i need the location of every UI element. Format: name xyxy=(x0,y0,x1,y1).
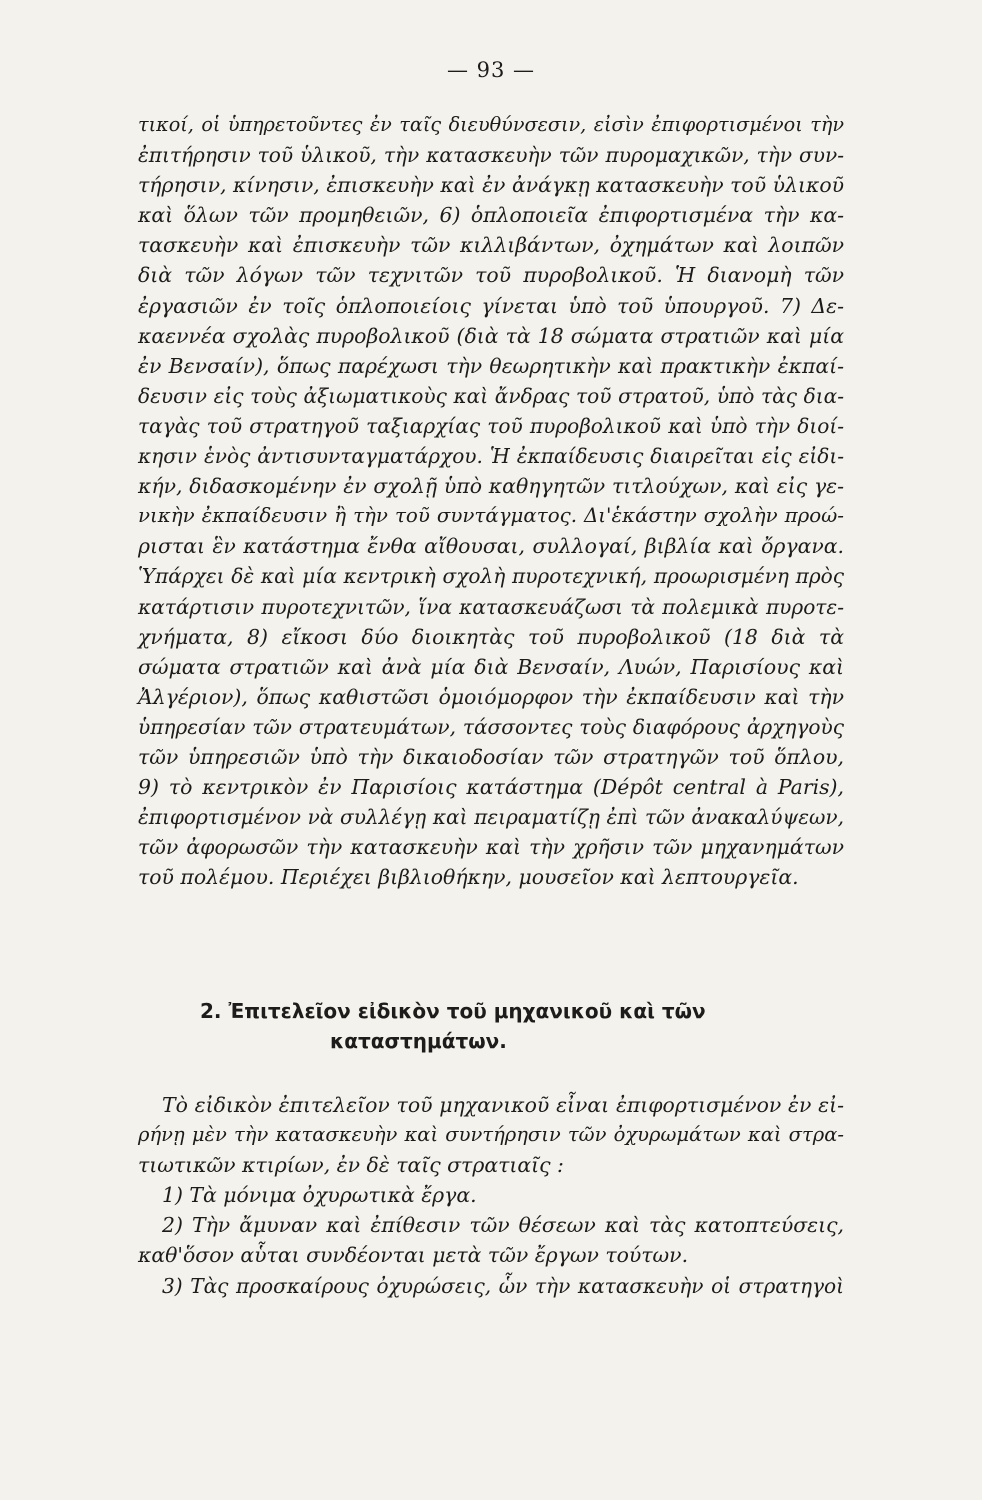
list-item: 1) Τὰ μόνιμα ὀχυρωτικὰ ἔργα. xyxy=(162,1183,477,1208)
text-line: χνήματα, 8) εἴκοσι δύο διοικητὰς τοῦ πυροβολικοῦ (18 διὰ τὰ xyxy=(138,624,844,649)
text-line: καὶ ὅλων τῶν προμηθειῶν, 6) ὁπλοποιεῖα ἐπιφορτισμένα τὴν κα- xyxy=(138,203,844,228)
text-line: ταγὰς τοῦ στρατηγοῦ ταξιαρχίας τοῦ πυροβολικοῦ καὶ ὑπὸ τὴν διοί- xyxy=(138,413,844,438)
text-line: νικὴν ἐκπαίδευσιν ἢ τὴν τοῦ συντάγματος. Δι'ἑκάστην σχολὴν προώ- xyxy=(138,504,844,528)
text-line: ἐν Βενσαίν), ὅπως παρέχωσι τὴν θεωρητικὴν καὶ πρακτικὴν ἐκπαί- xyxy=(138,353,844,378)
text-line: σώματα στρατιῶν καὶ ἀνὰ μία διὰ Βενσαίν, Λυών, Παρισίους καὶ xyxy=(138,654,844,679)
text-line: τιωτικῶν κτιρίων, ἐν δὲ ταῖς στρατιαῖς : xyxy=(138,1153,564,1178)
text-line: 9) τὸ κεντρικὸν ἐν Παρισίοις κατάστημα (Dépôt central à Paris), xyxy=(138,775,844,800)
heading-line-1: 2. Ἐπιτελεῖον εἰδικὸν τοῦ μηχανικοῦ καὶ τῶν xyxy=(200,999,706,1023)
text-line: ἐπιτήρησιν τοῦ ὑλικοῦ, τὴν κατασκευὴν τῶν πυρομαχικῶν, τὴν συν- xyxy=(138,143,844,168)
text-line: δευσιν εἰς τοὺς ἀξιωματικοὺς καὶ ἄνδρας τοῦ στρατοῦ, ὑπὸ τὰς δια- xyxy=(138,383,844,408)
text-line: καεννέα σχολὰς πυροβολικοῦ (διὰ τὰ 18 σώματα στρατιῶν καὶ μία xyxy=(138,323,844,348)
paragraph-2 xyxy=(138,1090,844,1301)
heading-line-2: καταστημάτων. xyxy=(330,1029,507,1053)
text-line: τῶν ὑπηρεσιῶν ὑπὸ τὴν δικαιοδοσίαν τῶν στρατηγῶν τοῦ ὅπλου, xyxy=(138,744,844,769)
text-line: ρισται ἓν κατάστημα ἔνθα αἴθουσαι, συλλογαί, βιβλία καὶ ὄργανα. xyxy=(138,534,844,559)
paragraph-1 xyxy=(138,110,844,892)
text-line: ρήνῃ μὲν τὴν κατασκευὴν καὶ συντήρησιν τῶν ὀχυρωμάτων καὶ στρα- xyxy=(138,1123,844,1147)
text-line: Τὸ εἰδικὸν ἐπιτελεῖον τοῦ μηχανικοῦ εἶναι ἐπιφορτισμένον ἐν εἰ- xyxy=(162,1093,844,1117)
list-item: 2) Τὴν ἄμυναν καὶ ἐπίθεσιν τῶν θέσεων καὶ τὰς κατοπτεύσεις, xyxy=(162,1213,844,1238)
text-line: Ἀλγέριον), ὅπως καθιστῶσι ὁμοιόμορφον τὴν ἐκπαίδευσιν καὶ τὴν xyxy=(138,684,844,709)
text-line: τασκευὴν καὶ ἐπισκευὴν τῶν κιλλιβάντων, ὀχημάτων καὶ λοιπῶν xyxy=(138,233,844,258)
text-line: τοῦ πολέμου. Περιέχει βιβλιοθήκην, μουσεῖον καὶ λεπτουργεῖα. xyxy=(138,865,799,890)
text-line: κατάρτισιν πυροτεχνιτῶν, ἵνα κατασκευάζωσι τὰ πολεμικὰ πυροτε- xyxy=(138,594,844,619)
text-line: κησιν ἑνὸς ἀντισυνταγματάρχου. Ἡ ἐκπαίδευσις διαιρεῖται εἰς εἰδι- xyxy=(138,444,844,469)
text-line: διὰ τῶν λόγων τῶν τεχνιτῶν τοῦ πυροβολικοῦ. Ἡ διανομὴ τῶν xyxy=(138,263,844,288)
section-heading xyxy=(200,996,820,1056)
text-line: τῶν ἀφορωσῶν τὴν κατασκευὴν καὶ τὴν χρῆσιν τῶν μηχανημάτων xyxy=(138,835,844,860)
text-line: ἐργασιῶν ἐν τοῖς ὁπλοποιείοις γίνεται ὑπὸ τοῦ ὑπουργοῦ. 7) Δε- xyxy=(138,293,844,318)
text-line: Ὑπάρχει δὲ καὶ μία κεντρικὴ σχολὴ πυροτεχνική, προωρισμένη πρὸς xyxy=(138,564,844,589)
text-line: ὑπηρεσίαν τῶν στρατευμάτων, τάσσοντες τοὺς διαφόρους ἀρχηγοὺς xyxy=(138,714,844,739)
text-line: τήρησιν, κίνησιν, ἐπισκευὴν καὶ ἐν ἀνάγκῃ κατασκευὴν τοῦ ὑλικοῦ xyxy=(138,173,844,198)
text-line: τικοί, οἱ ὑπηρετοῦντες ἐν ταῖς διευθύνσεσιν, εἰσὶν ἐπιφορτισμένοι τὴν xyxy=(138,113,844,136)
list-item: καθ'ὅσον αὗται συνδέονται μετὰ τῶν ἔργων τούτων. xyxy=(138,1243,689,1268)
text-line: κήν, διδασκομένην ἐν σχολῇ ὑπὸ καθηγητῶν τιτλούχων, καὶ εἰς γε- xyxy=(138,474,844,499)
text-line: ἐπιφορτισμένον νὰ συλλέγῃ καὶ πειραματίζῃ ἐπὶ τῶν ἀνακαλύψεων, xyxy=(138,805,844,830)
list-item: 3) Τὰς προσκαίρους ὀχυρώσεις, ὧν τὴν κατασκευὴν οἱ στρατηγοὶ xyxy=(162,1273,844,1298)
page-number: — 93 — xyxy=(446,58,536,82)
